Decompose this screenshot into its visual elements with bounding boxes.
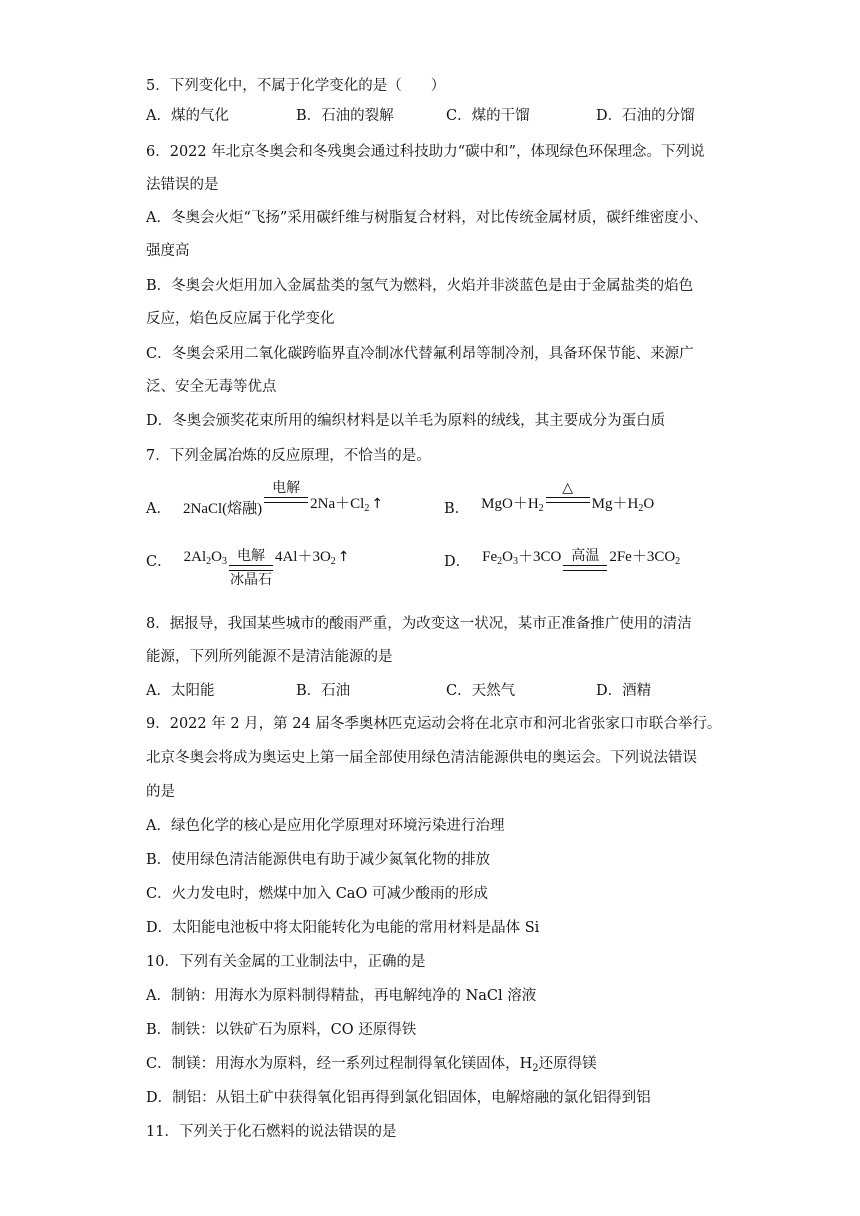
q7-d-reactants: $Fe_2O_3+3CO$ <box>482 549 562 567</box>
q8-option-b: B．石油 <box>296 683 351 699</box>
q6-stem-line-1: 6．2022 年北京冬奥会和冬残奥会通过科技助力“碳中和”，体现绿色环保理念。下列说 <box>146 144 705 160</box>
q7-option-b-label: B． <box>444 501 470 517</box>
q6-option-b-line-2: 反应，焰色反应属于化学变化 <box>146 311 335 327</box>
q7-option-d <box>444 546 680 588</box>
q7-a-condition: 电解 <box>272 480 301 496</box>
q7-option-d-label: D． <box>444 554 471 570</box>
q7-d-products: $2Fe+3CO_2$ <box>609 549 681 567</box>
q5-stem: 5．下列变化中，不属于化学变化的是（ ） <box>146 78 446 94</box>
q7-b-reaction-sign <box>546 480 590 520</box>
q8-option-a: A．太阳能 <box>146 683 215 699</box>
q8-stem-line-1: 8．据报导，我国某些城市的酸雨严重，为改变这一状况，某市正准备推广使用的清洁 <box>146 616 692 632</box>
q8-option-c: C．天然气 <box>446 683 516 699</box>
q10-stem: 10．下列有关金属的工业制法中，正确的是 <box>146 954 426 970</box>
gas-arrow-icon: ↑ <box>337 549 350 565</box>
q7-d-reaction-sign <box>563 548 607 588</box>
q5-option-b: B．石油的裂解 <box>296 108 394 124</box>
q7-d-condition: 高温 <box>571 548 600 564</box>
q7-stem: 7．下列金属冶炼的反应原理，不恰当的是。 <box>146 448 431 464</box>
double-line-sign <box>546 497 590 503</box>
q7-c-products: $4Al+3O_2$ ↑ <box>274 549 350 567</box>
q7-a-products: $2Na+Cl_2$ ↑ <box>310 496 384 514</box>
q7-c-reaction-sign <box>229 548 273 588</box>
q7-c-condition-top: 电解 <box>236 548 265 564</box>
q7-b-condition: △ <box>562 480 574 496</box>
q8-option-d: D．酒精 <box>596 683 652 699</box>
q7-b-reactants: $MgO+H_2$ <box>481 496 544 514</box>
q5-option-c: C．煤的干馏 <box>446 108 530 124</box>
q10-option-d: D．制铝：从铝土矿中获得氧化铝再得到氯化铝固体，电解熔融的氯化铝得到铝 <box>146 1090 651 1106</box>
q9-stem-line-2: 北京冬奥会将成为奥运史上第一届全部使用绿色清洁能源供电的奥运会。下列说法错误 <box>146 750 697 766</box>
q6-option-c-line-1: C．冬奥会采用二氧化碳跨临界直冷制冰代替氟利昂等制冷剂，具备环保节能、来源广 <box>146 346 694 362</box>
q5-option-d: D．石油的分馏 <box>596 108 695 124</box>
q9-option-a: A．绿色化学的核心是应用化学原理对环境污染进行治理 <box>146 818 505 834</box>
q9-stem-line-1: 9．2022 年 2 月，第 24 届冬季奥林匹克运动会将在北京市和河北省张家口市联合举行。 <box>146 716 722 732</box>
q10-option-c: C．制镁：用海水为原料，经一系列过程制得氧化镁固体，$H_2$还原得镁 <box>146 1056 597 1074</box>
q6-stem-line-2: 法错误的是 <box>146 177 219 193</box>
q7-b-products: $Mg+H_2O$ <box>591 496 655 514</box>
q7-option-c-label: C． <box>146 554 172 570</box>
q6-option-c-line-2: 泛、安全无毒等优点 <box>146 379 277 395</box>
gas-arrow-icon: ↑ <box>371 496 384 512</box>
q9-option-b: B．使用绿色清洁能源供电有助于减少氮氧化物的排放 <box>146 852 491 868</box>
q7-option-c <box>146 546 350 588</box>
q10-option-a: A．制钠：用海水为原料制得精盐，再电解纯净的 NaCl 溶液 <box>146 988 537 1004</box>
q9-stem-line-3: 的是 <box>146 784 175 800</box>
q8-stem-line-2: 能源，下列所列能源不是清洁能源的是 <box>146 649 393 665</box>
q10-option-b: B．制铁：以铁矿石为原料，CO 还原得铁 <box>146 1022 417 1038</box>
q7-option-a <box>146 480 383 520</box>
q6-option-a-line-1: A．冬奥会火炬“飞扬”采用碳纤维与树脂复合材料，对比传统金属材质，碳纤维密度小、 <box>146 210 708 226</box>
q6-option-d: D．冬奥会颁奖花束所用的编织材料是以羊毛为原料的绒线，其主要成分为蛋白质 <box>146 413 666 429</box>
q7-a-reactants: 2NaCl(熔融) <box>182 501 263 517</box>
q9-option-c: C．火力发电时，燃煤中加入 CaO 可减少酸雨的形成 <box>146 886 488 902</box>
double-line-sign <box>264 497 308 503</box>
q7-option-a-label: A． <box>146 501 171 517</box>
q7-a-reaction-sign <box>264 480 308 520</box>
q6-option-a-line-2: 强度高 <box>146 243 190 259</box>
q7-c-condition-bottom: 冰晶石 <box>229 572 272 588</box>
q7-option-b <box>444 480 654 520</box>
double-line-sign <box>229 565 273 571</box>
q9-option-d: D．太阳能电池板中将太阳能转化为电能的常用材料是晶体 Si <box>146 920 540 936</box>
q5-option-a: A．煤的气化 <box>146 108 229 124</box>
q11-stem: 11．下列关于化石燃料的说法错误的是 <box>146 1124 397 1140</box>
double-line-sign <box>563 565 607 571</box>
q6-option-b-line-1: B．冬奥会火炬用加入金属盐类的氢气为燃料，火焰并非淡蓝色是由于金属盐类的焰色 <box>146 278 694 294</box>
q7-c-reactants: $2Al_2O_3$ <box>183 549 227 567</box>
